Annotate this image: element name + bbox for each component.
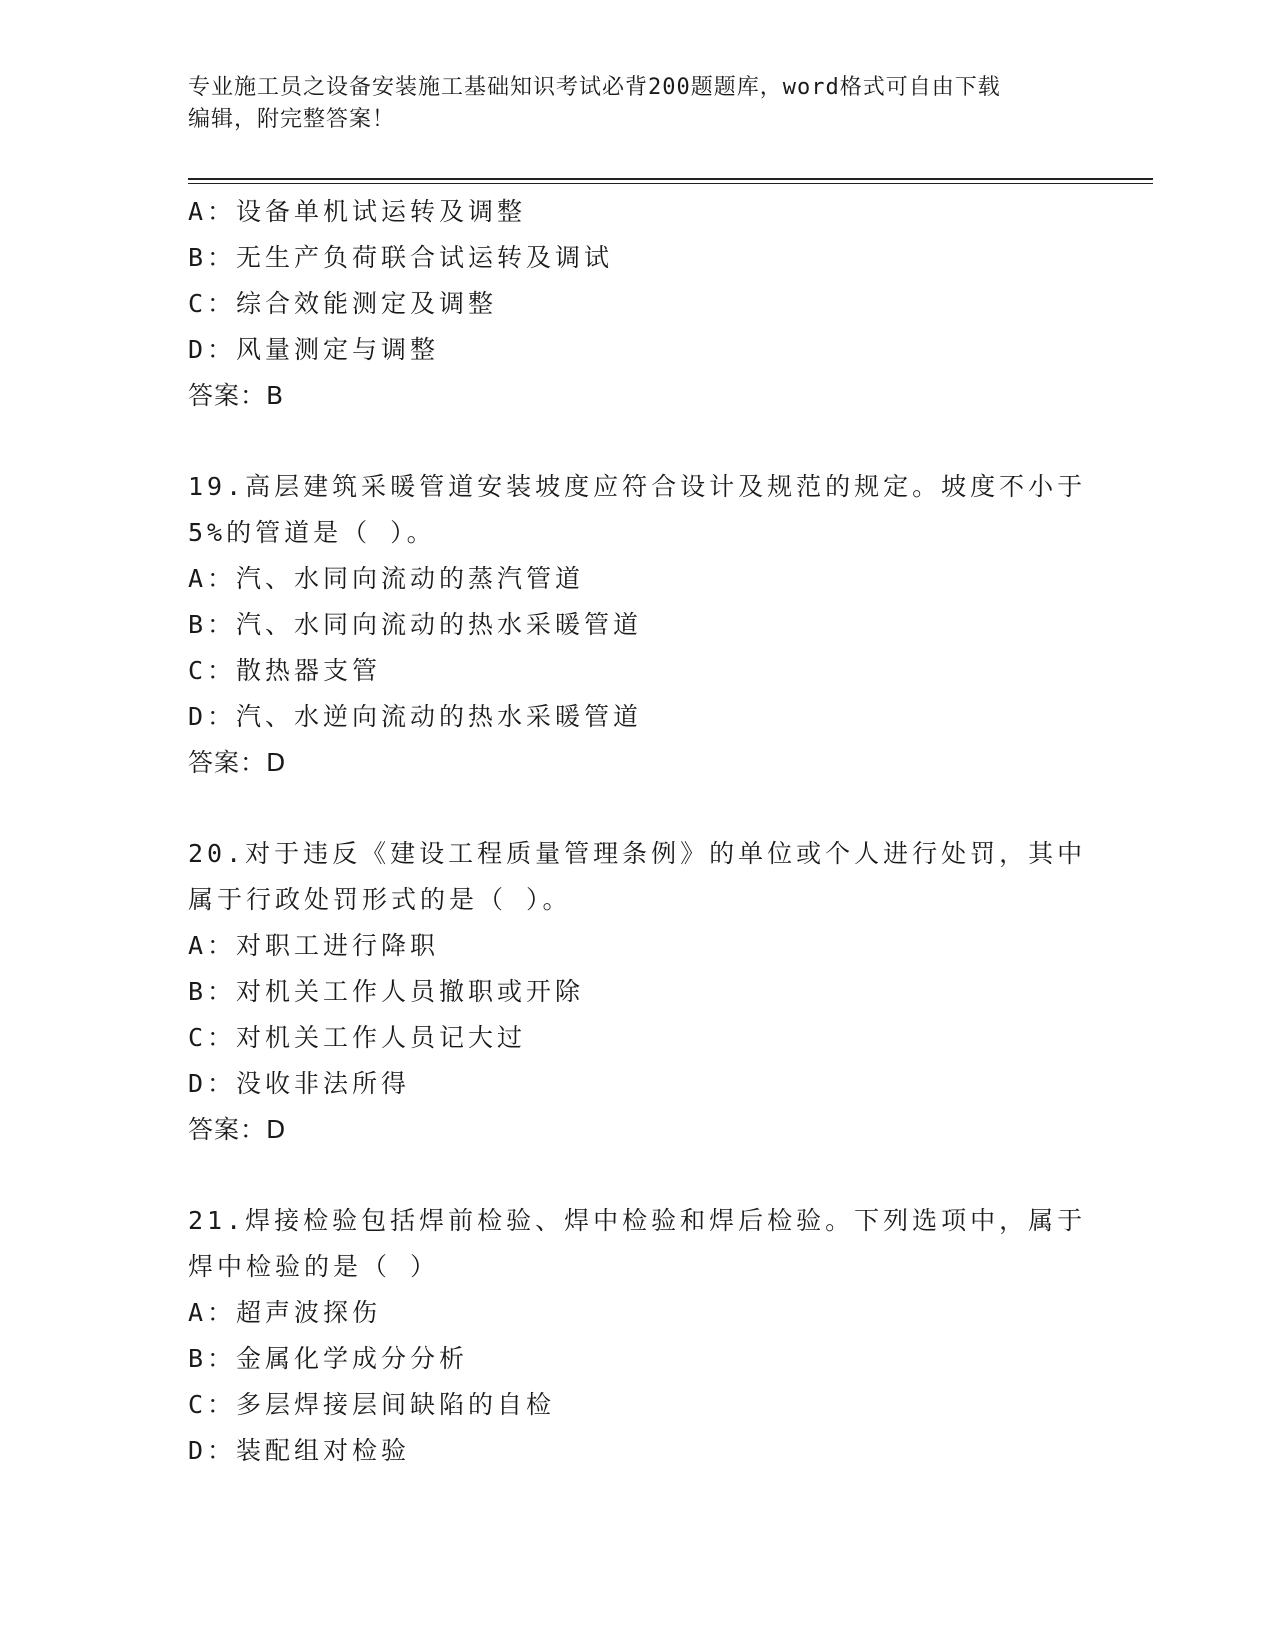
option-d: D：没收非法所得 xyxy=(188,1069,411,1098)
option-c: C：多层焊接层间缺陷的自检 xyxy=(188,1390,556,1419)
question-text: 20.对于违反《建设工程质量管理条例》的单位或个人进行处罚，其中属于行政处罚形式的是（ ）。 xyxy=(188,839,1087,914)
question-block-21 xyxy=(188,1198,1108,1474)
header-line-1: 专业施工员之设备安装施工基础知识考试必背200题题库，word格式可自由下载 xyxy=(188,75,1001,100)
option-c: C：综合效能测定及调整 xyxy=(188,289,498,318)
option-b: B：汽、水同向流动的热水采暖管道 xyxy=(188,610,643,639)
header-divider-thin xyxy=(188,183,1153,184)
option-b: B：对机关工作人员撤职或开除 xyxy=(188,977,585,1006)
document-header xyxy=(188,72,1088,136)
header-line-2: 编辑，附完整答案！ xyxy=(188,107,396,132)
question-text: 19.高层建筑采暖管道安装坡度应符合设计及规范的规定。坡度不小于5%的管道是（ ）。 xyxy=(188,472,1087,547)
answer-line: 答案：D xyxy=(188,1115,287,1144)
question-block-18 xyxy=(188,189,1108,419)
answer-line: 答案：B xyxy=(188,381,285,410)
option-d: D：装配组对检验 xyxy=(188,1436,411,1465)
option-a: A：超声波探伤 xyxy=(188,1298,382,1327)
question-list xyxy=(188,189,1108,1474)
header-divider-thick xyxy=(188,178,1153,180)
question-block-19 xyxy=(188,464,1108,786)
option-d: D：风量测定与调整 xyxy=(188,335,440,364)
option-d: D：汽、水逆向流动的热水采暖管道 xyxy=(188,702,643,731)
option-b: B：金属化学成分分析 xyxy=(188,1344,469,1373)
answer-line: 答案：D xyxy=(188,748,287,777)
option-b: B：无生产负荷联合试运转及调试 xyxy=(188,243,614,272)
option-a: A：汽、水同向流动的蒸汽管道 xyxy=(188,564,585,593)
question-block-20 xyxy=(188,831,1108,1153)
option-a: A：对职工进行降职 xyxy=(188,931,440,960)
option-a: A：设备单机试运转及调整 xyxy=(188,197,527,226)
option-c: C：散热器支管 xyxy=(188,656,382,685)
question-text: 21.焊接检验包括焊前检验、焊中检验和焊后检验。下列选项中，属于焊中检验的是（ ） xyxy=(188,1206,1087,1281)
option-c: C：对机关工作人员记大过 xyxy=(188,1023,527,1052)
